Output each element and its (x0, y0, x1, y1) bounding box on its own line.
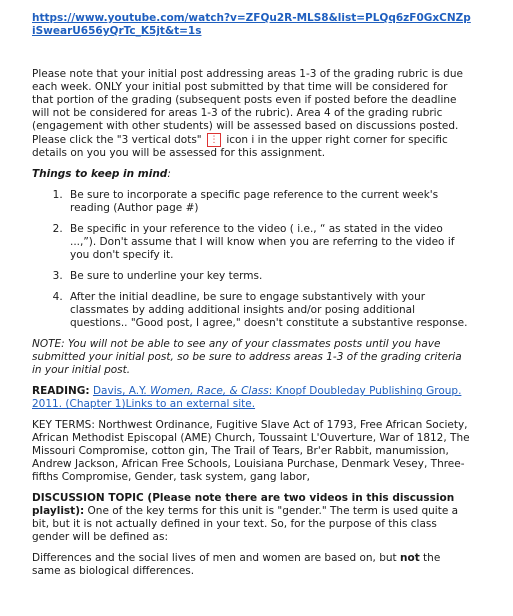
definition-before: Differences and the social lives of men and women are based on, but (32, 552, 400, 564)
guideline-item: 1. Be sure to incorporate a specific page reference to the current week's reading (Author page #) (66, 189, 472, 215)
things-to-keep-heading (32, 168, 472, 181)
guideline-item: 3. Be sure to underline your key terms. (66, 270, 472, 283)
note-paragraph: NOTE: You will not be able to see any of your classmates posts until you have submitted your initial post, so be sure to address areas 1-3 of the grading criteria in your initial post. (32, 338, 462, 376)
reading-author: Davis, A.Y. (92, 385, 147, 397)
discussion-topic-label: DISCUSSION TOPIC (Please note there are two videos in this discussion playlist): (32, 492, 455, 517)
key-terms-paragraph: KEY TERMS: Northwest Ordinance, Fugitive Slave Act of 1793, Free African Society, African Methodist Episcopal (AME) Church, Toussaint L'Ouverture, War of 1812, The Missouri Compromise, cotton gin, The Trail of Tears, Br'er Rabbit, manumission, Andrew Jackson, African Free Schools, Louisiana Purchase, Denmark Vesey, Three-fifths Compromise, Gender, task system, gang labor, (32, 419, 470, 483)
guideline-item: 2. Be specific in your reference to the video ( i.e., “ as stated in the video ...,”). Don't assume that I will know when you are referring to the video if you don't specify it. (66, 223, 472, 262)
discussion-topic-text: One of the key terms for this unit is "gender." The term is used quite a bit, but it is not actually defined in your text. So, for the purpose of this class gender will be defined as: (32, 505, 459, 543)
reading-link[interactable] (32, 385, 461, 410)
reading-title: Women, Race, & Class (150, 385, 269, 397)
things-heading-text: Things to keep in mind (32, 168, 168, 180)
intro-text-after-icon: icon i in the upper right corner for specific details on you you will be assessed for this assignment. (32, 134, 448, 159)
reading-paragraph (32, 385, 472, 411)
guidelines-list (32, 189, 472, 330)
intro-text-before-icon: Please note that your initial post addressing areas 1-3 of the grading rubric is due each week. ONLY your initial post submitted by that time will be considered for that portion of the grading (subsequent posts even if posted before the deadline will not be considered for areas 1-3 of the rubric). Area 4 of the grading rubric (engagement with other students) will be assessed based on discussions posted. Please click the "3 vertical dots" (32, 68, 463, 146)
gender-definition-paragraph (32, 552, 472, 578)
vertical-dots-icon: ⋮ (207, 133, 221, 147)
definition-after: the same as biological differences. (32, 552, 441, 577)
reading-label: READING: (32, 385, 90, 397)
intro-paragraph (32, 68, 472, 160)
reading-rest: : Knopf Doubleday Publishing Group. 2011. (Chapter 1) (32, 385, 462, 410)
discussion-topic-paragraph (32, 492, 472, 544)
things-heading-suffix: : (167, 168, 171, 180)
external-link-text: Links to an external site. (125, 398, 256, 410)
guideline-item: 4. After the initial deadline, be sure to engage substantively with your classmates by adding additional insights and/or posing additional questions.. "Good post, I agree," doesn't constitute a substantive response. (66, 291, 472, 330)
video-playlist-link[interactable]: https://www.youtube.com/watch?v=ZFQu2R-MLS8&list=PLQq6zF0GxCNZpiSwearU656yQrTc_K5jt&t=1s (32, 12, 471, 37)
definition-bold: not (400, 552, 420, 564)
assignment-content (32, 12, 472, 586)
